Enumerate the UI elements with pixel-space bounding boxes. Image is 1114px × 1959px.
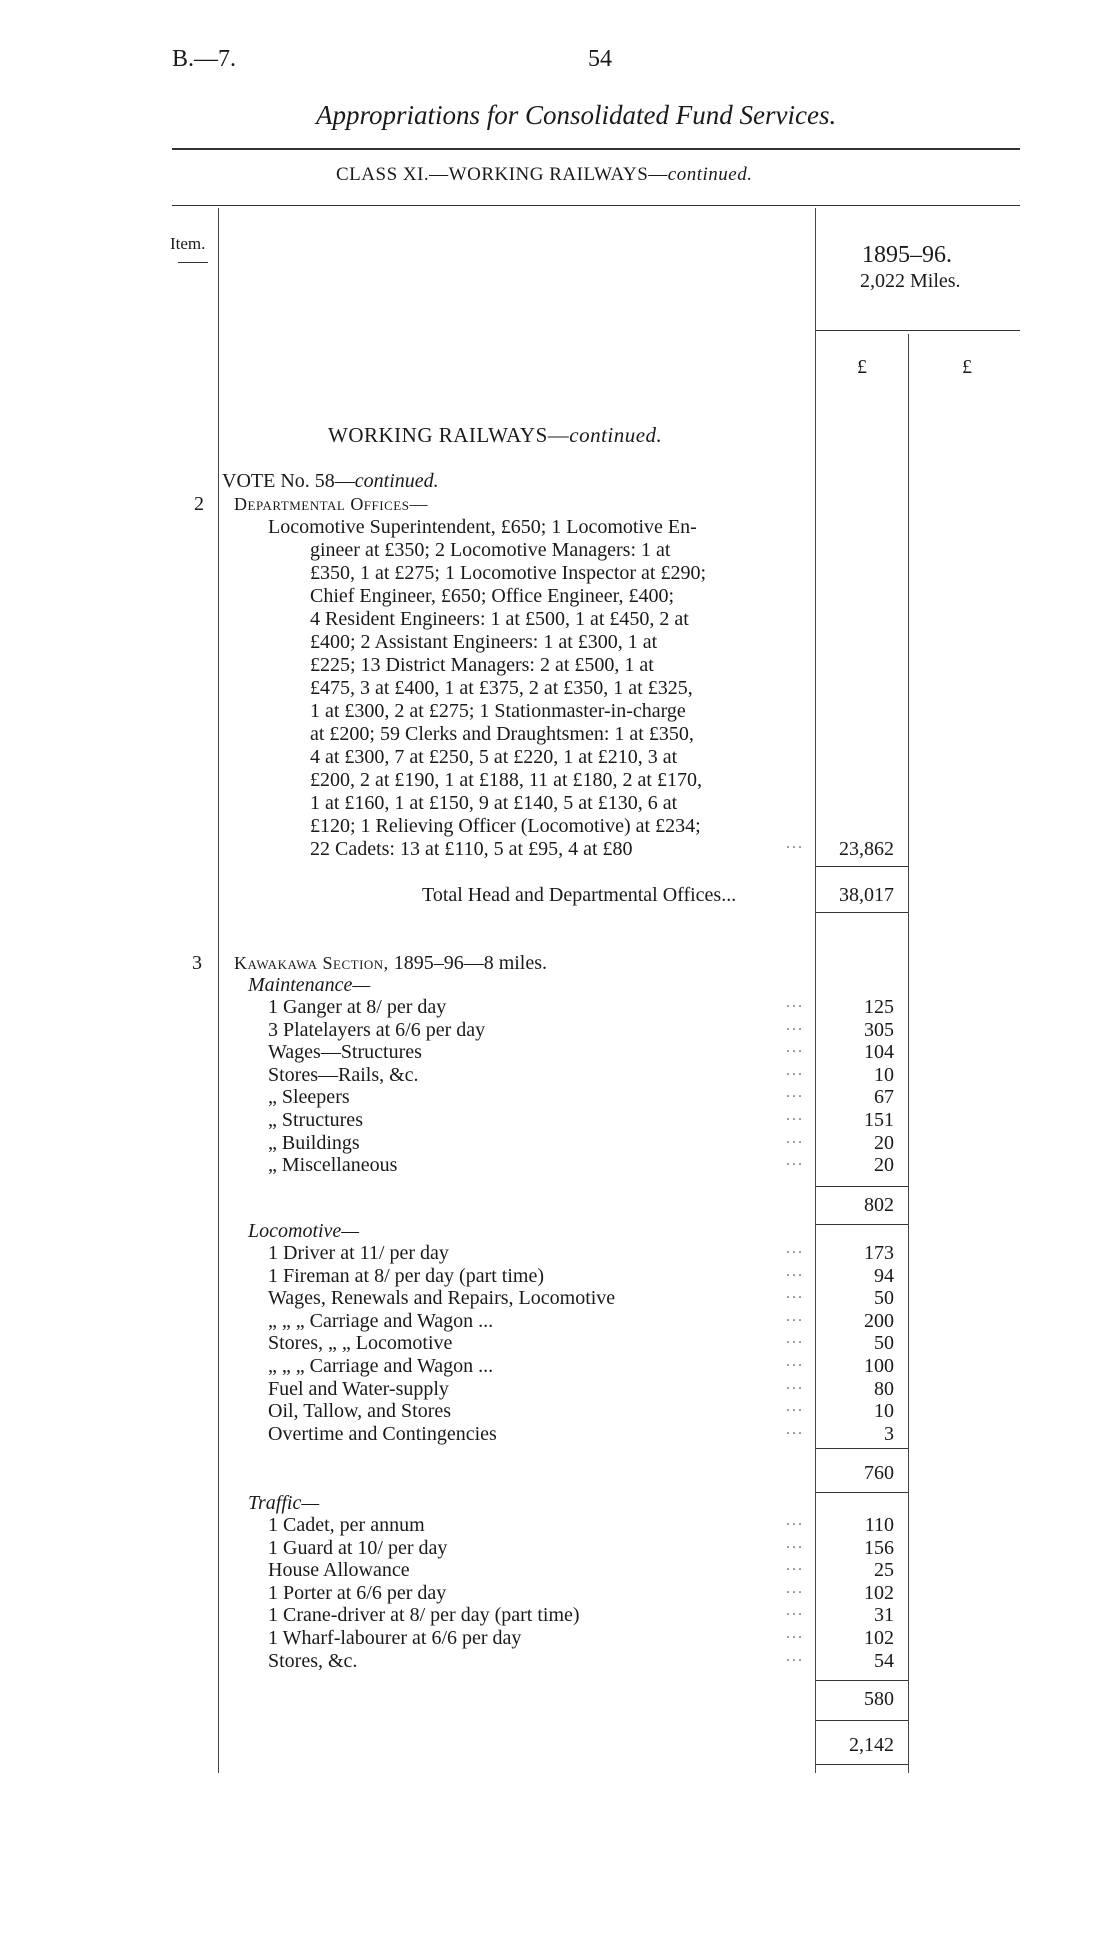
description-line: £120; 1 Relieving Officer (Locomotive) at £234; bbox=[310, 815, 701, 837]
traffic-heading: Traffic— bbox=[248, 1492, 320, 1514]
leader-dots: ... bbox=[786, 1420, 804, 1438]
line-item-label: 3 Platelayers at 6/6 per day bbox=[268, 1018, 486, 1041]
kawakawa-section-heading: Kawakawa Section, 1895–96—8 miles. bbox=[234, 952, 548, 974]
line-item-amount: 305 bbox=[864, 1018, 894, 1041]
line-item-amount: 10 bbox=[874, 1400, 894, 1423]
rule-under-class bbox=[172, 205, 1020, 206]
locomotive-subtotal: 760 bbox=[864, 1462, 894, 1484]
line-item-label: Wages—Structures bbox=[268, 1041, 422, 1064]
leader-dots: ... bbox=[786, 1307, 804, 1325]
line-item-label: „ Sleepers bbox=[268, 1086, 350, 1109]
item-column-header: Item. bbox=[170, 234, 206, 253]
description-line: £400; 2 Assistant Engineers: 1 at £300, 1 at bbox=[310, 631, 658, 653]
leader-dots: ... bbox=[786, 1107, 804, 1124]
line-item-label: „ Miscellaneous bbox=[268, 1154, 398, 1177]
leader-dots: ... bbox=[786, 1061, 804, 1079]
departmental-offices-amount: 23,862 bbox=[839, 838, 894, 860]
line-item-amount: 156 bbox=[864, 1536, 894, 1559]
currency-symbol-col1: £ bbox=[857, 356, 867, 378]
page-title: Appropriations for Consolidated Fund Services. bbox=[316, 100, 837, 130]
currency-symbol-col2: £ bbox=[962, 356, 972, 378]
kawakawa-total: 2,142 bbox=[849, 1734, 894, 1756]
leader-dots: ... bbox=[786, 1398, 804, 1416]
line-item-label: 1 Porter at 6/6 per day bbox=[268, 1581, 447, 1604]
line-item-amount: 80 bbox=[874, 1377, 894, 1400]
leader-dots: ... bbox=[786, 1285, 804, 1303]
line-item-amount: 25 bbox=[874, 1559, 894, 1582]
line-item-amount: 104 bbox=[864, 1041, 894, 1064]
description-line: 1 at £160, 1 at £150, 9 at £140, 5 at £130, 6 at bbox=[310, 792, 678, 814]
rule-final bbox=[816, 1764, 908, 1765]
line-item-amount: 20 bbox=[874, 1131, 894, 1154]
document-reference: B.—7. bbox=[172, 46, 237, 72]
leader-dots: ... bbox=[786, 1353, 804, 1370]
description-line: at £200; 59 Clerks and Draughtsmen: 1 at £350, bbox=[310, 723, 694, 745]
line-item-label: Overtime and Contingencies bbox=[268, 1422, 497, 1445]
leader-dots: ... bbox=[786, 1375, 804, 1393]
description-line: Locomotive Superintendent, £650; 1 Locomotive En- bbox=[268, 516, 697, 538]
description-line: 22 Cadets: 13 at £110, 5 at £95, 4 at £80 bbox=[310, 838, 633, 860]
total-column-divider bbox=[908, 334, 909, 1773]
line-item-label: 1 Driver at 11/ per day bbox=[268, 1242, 449, 1264]
item-header-underline bbox=[178, 262, 208, 263]
rule-locomotive bbox=[816, 1448, 908, 1449]
line-item-label: 1 Wharf-labourer at 6/6 per day bbox=[268, 1627, 522, 1649]
leader-dots: ... bbox=[786, 1084, 804, 1102]
line-item-amount: 110 bbox=[864, 1514, 894, 1536]
leader-dots: ... bbox=[786, 1647, 804, 1665]
line-item-amount: 102 bbox=[864, 1627, 894, 1649]
line-item-label: 1 Fireman at 8/ per day (part time) bbox=[268, 1264, 545, 1287]
locomotive-heading: Locomotive— bbox=[248, 1220, 360, 1242]
line-item-label: House Allowance bbox=[268, 1559, 410, 1582]
total-head-offices-amount: 38,017 bbox=[839, 884, 894, 906]
line-item-amount: 10 bbox=[874, 1063, 894, 1086]
leader-dots: ... bbox=[786, 1152, 804, 1170]
leader-dots: ... bbox=[786, 1330, 804, 1348]
maintenance-heading: Maintenance— bbox=[248, 974, 371, 996]
description-line: £225; 13 District Managers: 2 at £500, 1 at bbox=[310, 654, 654, 676]
rule-traffic bbox=[816, 1680, 908, 1681]
description-line: £350, 1 at £275; 1 Locomotive Inspector at £290; bbox=[310, 562, 707, 584]
description-line: 4 at £300, 7 at £250, 5 at £220, 1 at £210, 3 at bbox=[310, 746, 678, 768]
departmental-offices-heading: Departmental Offices— bbox=[234, 494, 428, 514]
description-line: £475, 3 at £400, 1 at £375, 2 at £350, 1 at £325, bbox=[310, 677, 693, 699]
rule-traffic-bottom bbox=[816, 1720, 908, 1721]
line-item-label: „ Buildings bbox=[268, 1131, 360, 1154]
description-line: 1 at £300, 2 at £275; 1 Stationmaster-in-charge bbox=[310, 700, 686, 722]
line-item-amount: 100 bbox=[864, 1355, 894, 1377]
leader-dots: ... bbox=[786, 1512, 804, 1529]
line-item-amount: 94 bbox=[874, 1264, 894, 1287]
maintenance-subtotal: 802 bbox=[864, 1194, 894, 1216]
leader-dots: ... bbox=[786, 1240, 804, 1257]
item-number-2: 2 bbox=[194, 493, 204, 515]
year-heading: 1895–96. bbox=[862, 242, 952, 268]
line-item-amount: 125 bbox=[864, 996, 894, 1018]
line-item-label: Stores, &c. bbox=[268, 1649, 358, 1672]
item-column-divider bbox=[218, 208, 219, 1773]
line-item-label: Stores, „ „ Locomotive bbox=[268, 1332, 453, 1355]
rule-total bbox=[816, 912, 908, 913]
line-item-amount: 102 bbox=[864, 1581, 894, 1604]
leader-dots: ... bbox=[786, 994, 804, 1011]
leader-dots: ... bbox=[786, 1262, 804, 1280]
amount-column-divider bbox=[815, 208, 816, 1773]
class-heading: CLASS XI.—WORKING RAILWAYS—continued. bbox=[336, 164, 753, 185]
line-item-label: Stores—Rails, &c. bbox=[268, 1063, 419, 1086]
miles-heading: 2,022 Miles. bbox=[860, 270, 961, 292]
line-item-label: 1 Cadet, per annum bbox=[268, 1514, 425, 1536]
line-item-amount: 3 bbox=[884, 1422, 894, 1445]
line-item-amount: 200 bbox=[864, 1309, 894, 1332]
leader-dots: ... bbox=[786, 835, 804, 852]
leader-dots: ... bbox=[786, 1602, 804, 1620]
description-line: Chief Engineer, £650; Office Engineer, £400; bbox=[310, 585, 675, 607]
leader-dots: ... bbox=[786, 1534, 804, 1552]
line-item-label: „ „ „ Carriage and Wagon ... bbox=[268, 1309, 494, 1332]
line-item-amount: 20 bbox=[874, 1154, 894, 1177]
line-item-label: Oil, Tallow, and Stores bbox=[268, 1400, 452, 1423]
leader-dots: ... bbox=[786, 1039, 804, 1057]
line-item-amount: 50 bbox=[874, 1332, 894, 1355]
line-item-label: 1 Guard at 10/ per day bbox=[268, 1536, 448, 1559]
total-head-offices-label: Total Head and Departmental Offices... bbox=[422, 884, 737, 906]
page-number: 54 bbox=[588, 46, 612, 72]
leader-dots: ... bbox=[786, 1016, 804, 1034]
leader-dots: ... bbox=[786, 1557, 804, 1575]
rule-maintenance-bottom bbox=[816, 1224, 908, 1225]
leader-dots: ... bbox=[786, 1579, 804, 1597]
description-line: 4 Resident Engineers: 1 at £500, 1 at £450, 2 at bbox=[310, 608, 689, 630]
line-item-label: 1 Crane-driver at 8/ per day (part time) bbox=[268, 1604, 580, 1627]
line-item-label: „ Structures bbox=[268, 1109, 363, 1131]
line-item-label: Fuel and Water-supply bbox=[268, 1377, 449, 1400]
line-item-amount: 50 bbox=[874, 1287, 894, 1310]
line-item-amount: 151 bbox=[864, 1109, 894, 1131]
line-item-label: Wages, Renewals and Repairs, Locomotive bbox=[268, 1287, 616, 1310]
rule-locomotive-bottom bbox=[816, 1492, 908, 1493]
description-line: gineer at £350; 2 Locomotive Managers: 1 at bbox=[310, 539, 671, 561]
line-item-amount: 173 bbox=[864, 1242, 894, 1264]
item-number-3: 3 bbox=[192, 952, 202, 974]
rule-under-year bbox=[816, 330, 1020, 331]
description-line: £200, 2 at £190, 1 at £188, 11 at £180, 2 at £170, bbox=[310, 769, 702, 791]
departmental-offices-description bbox=[268, 516, 808, 861]
rule-top bbox=[172, 148, 1020, 150]
line-item-label: 1 Ganger at 8/ per day bbox=[268, 996, 447, 1018]
section-heading: WORKING RAILWAYS—continued. bbox=[328, 423, 663, 447]
leader-dots: ... bbox=[786, 1625, 804, 1642]
vote-heading: VOTE No. 58—continued. bbox=[222, 470, 439, 492]
line-item-label: „ „ „ Carriage and Wagon ... bbox=[268, 1355, 494, 1377]
line-item-amount: 54 bbox=[874, 1649, 894, 1672]
line-item-amount: 67 bbox=[874, 1086, 894, 1109]
rule-subtotal bbox=[816, 866, 908, 867]
rule-maintenance bbox=[816, 1186, 908, 1187]
traffic-subtotal: 580 bbox=[864, 1688, 894, 1710]
leader-dots: ... bbox=[786, 1129, 804, 1147]
line-item-amount: 31 bbox=[874, 1604, 894, 1627]
